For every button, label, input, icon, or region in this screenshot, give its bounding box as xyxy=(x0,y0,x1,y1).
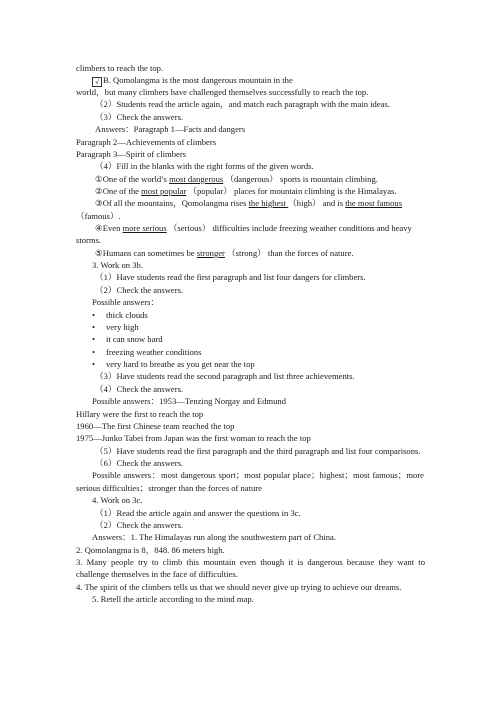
list-item: • very hard to breathe as you get near the top xyxy=(92,359,255,369)
text-line: （4）Check the answers. xyxy=(95,384,184,394)
text-line: Paragraph 3—Spirit of climbers xyxy=(76,149,187,159)
answer-underline: most popular xyxy=(141,186,187,196)
fill-blank-1: ①One of the world’s most dangerous （dangerous） sports is mountain climbing. xyxy=(95,174,378,184)
text-line: challenge themselves in the face of difficulties. xyxy=(76,569,238,579)
list-item: • thick clouds xyxy=(92,310,148,320)
text-line: storms. xyxy=(76,235,102,245)
checkmark-icon: √ xyxy=(92,77,102,87)
text-line: （3）Have students read the second paragraph and list three achievements. xyxy=(95,371,355,381)
list-item: • freezing weather conditions xyxy=(92,347,202,357)
answer-underline: the most famous xyxy=(345,198,403,208)
text-line: 1960—The first Chinese team reached the top xyxy=(76,421,235,431)
text-line: Hillary were the first to reach the top xyxy=(76,409,204,419)
fill-blank-4: ④Even more serious （serious） difficulties include freezing weather conditions and heavy xyxy=(95,223,412,233)
text-line: （3）Check the answers. xyxy=(95,112,184,122)
bullet-icon: • xyxy=(92,347,96,357)
answer-underline: the highest xyxy=(248,198,289,208)
text-line: Possible answers：most dangerous sport；most popular place；highest；most famous；more xyxy=(92,470,424,480)
text-line: （2）Check the answers. xyxy=(95,285,184,295)
bullet-icon: • xyxy=(92,334,96,344)
text-line: （5）Have students read the first paragraph and the third paragraph and list four comparisons. xyxy=(95,446,421,456)
list-item: • very high xyxy=(92,322,139,332)
fill-blank-5: ⑤Humans can sometimes be stronger （strong） than the forces of nature. xyxy=(95,248,354,258)
list-item: • it can snow hard xyxy=(92,334,163,344)
section-heading: 3. Work on 3b. xyxy=(92,260,143,270)
fill-blank-2: ②One of the most popular （popular） places for mountain climbing is the Himalayas. xyxy=(95,186,397,196)
text-line: 4. The spirit of the climbers tells us that we should never give up trying to achieve our dreams. xyxy=(76,582,402,592)
answer-underline: most dangerous xyxy=(169,174,224,184)
text-line: （famous）. xyxy=(76,211,121,221)
text-line: 5. Retell the article according to the mind map. xyxy=(92,594,254,604)
text-line: （2）Students read the article again，and match each paragraph with the main ideas. xyxy=(95,99,390,109)
text-line: 1975—Junko Tabei from Japan was the first woman to reach the top xyxy=(76,433,311,443)
bullet-icon: • xyxy=(92,322,96,332)
fill-blank-3: ③Of all the mountains，Qomolangma rises the highest （high） and is the most famous xyxy=(95,198,403,208)
bullet-icon: • xyxy=(92,310,96,320)
text-line: （1）Have students read the first paragraph and list four dangers for climbers. xyxy=(95,272,366,282)
text-line: 2. Qomolangma is 8，848. 86 meters high. xyxy=(76,545,225,555)
text-line: 3. Many people try to climb this mountain even though it is dangerous because they want to xyxy=(76,557,425,567)
section-heading: 4. Work on 3c. xyxy=(92,495,143,505)
text-line: serious difficulties；stronger than the forces of nature xyxy=(76,483,262,493)
text-line: Answers：1. The Himalayas run along the southwestern part of China. xyxy=(92,532,336,542)
text-line xyxy=(92,75,293,87)
text-line: （6）Check the answers. xyxy=(95,458,184,468)
text-line: world，but many climbers have challenged themselves successfully to reach the top. xyxy=(76,87,369,97)
answer-underline: stronger xyxy=(196,248,225,258)
text-line: Paragraph 2—Achievements of climbers xyxy=(76,137,217,147)
text-line: Possible answers：1953—Tenzing Norgay and Edmund xyxy=(92,396,287,406)
text-line: （2）Check the answers. xyxy=(95,520,184,530)
answer-underline: more serious xyxy=(122,223,167,233)
text-line: climbers to reach the top. xyxy=(76,63,164,73)
text-line: Possible answers： xyxy=(92,297,160,307)
text-line: Answers：Paragraph 1—Facts and dangers xyxy=(95,124,246,134)
bullet-icon: • xyxy=(92,359,96,369)
text-line: （4）Fill in the blanks with the right forms of the given words. xyxy=(95,161,314,171)
text-line: （1）Read the article again and answer the questions in 3c. xyxy=(95,508,301,518)
option-b-text: B. Qomolangma is the most dangerous mountain in the xyxy=(103,75,293,85)
